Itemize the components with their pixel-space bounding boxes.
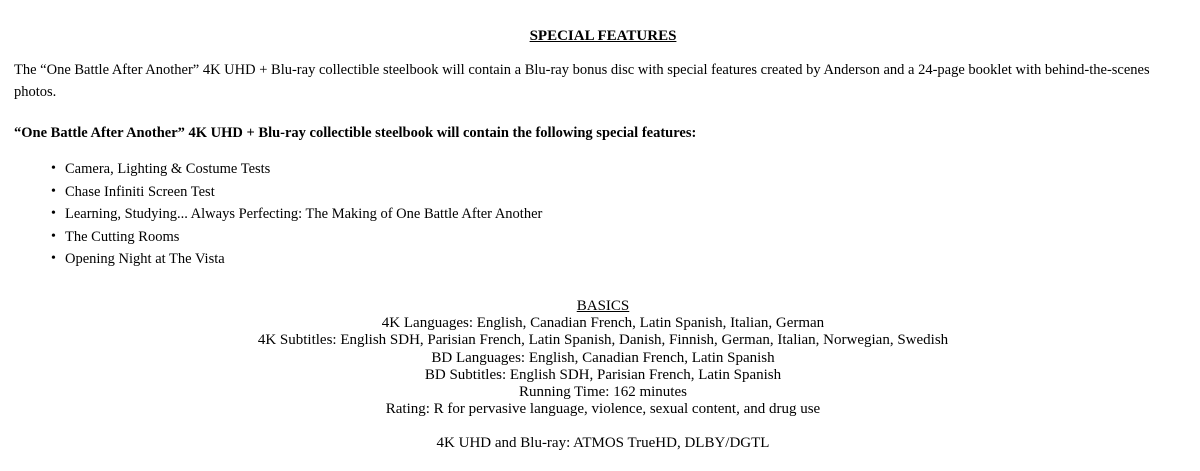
list-item-text: Learning, Studying... Always Perfecting: The Making of One Battle After Another (65, 206, 543, 222)
bullet-icon: • (51, 161, 56, 176)
list-item (14, 158, 542, 181)
basics-section (0, 298, 1200, 453)
list-item (14, 203, 542, 226)
basics-line-4k-languages: 4K Languages: English, Canadian French, Latin Spanish, Italian, German (381, 315, 825, 332)
bullet-icon: • (51, 206, 56, 221)
list-item-text: Opening Night at The Vista (65, 251, 225, 267)
intro-paragraph: The “One Battle After Another” 4K UHD + Blu-ray collectible steelbook will contain a Blu-ray bonus disc with special features created by Anderson and a 24-page booklet with behind-the-scenes photos. (14, 62, 1150, 100)
basics-line-running-time: Running Time: 162 minutes (519, 384, 687, 401)
basics-line-4k-subtitles: 4K Subtitles: English SDH, Parisian French, Latin Spanish, Danish, Finnish, German, Italian, Norwegian, Swedish (257, 332, 949, 349)
list-item (14, 248, 542, 271)
bullet-icon: • (51, 228, 56, 244)
basics-heading: BASICS (576, 298, 630, 314)
features-subheading: “One Battle After Another” 4K UHD + Blu-ray collectible steelbook will contain the following special features: (14, 125, 697, 141)
list-item-text: Camera, Lighting & Costume Tests (65, 161, 271, 177)
basics-line-bd-subtitles: BD Subtitles: English SDH, Parisian French, Latin Spanish (424, 366, 782, 383)
basics-line-bd-languages: BD Languages: English, Canadian French, Latin Spanish (431, 349, 775, 366)
bullet-icon: • (51, 251, 56, 266)
bullet-icon: • (51, 183, 56, 199)
basics-audio-line: 4K UHD and Blu-ray: ATMOS TrueHD, DLBY/DGTL (436, 435, 770, 452)
list-item-text: The Cutting Rooms (65, 228, 180, 245)
spacer (0, 418, 1200, 435)
basics-line-rating: Rating: R for pervasive language, violence, sexual content, and drug use (385, 401, 821, 418)
special-features-list (14, 158, 542, 271)
special-features-heading: SPECIAL FEATURES (529, 28, 677, 44)
list-item-text: Chase Infiniti Screen Test (65, 183, 215, 200)
list-item (14, 181, 542, 204)
list-item (14, 226, 542, 249)
